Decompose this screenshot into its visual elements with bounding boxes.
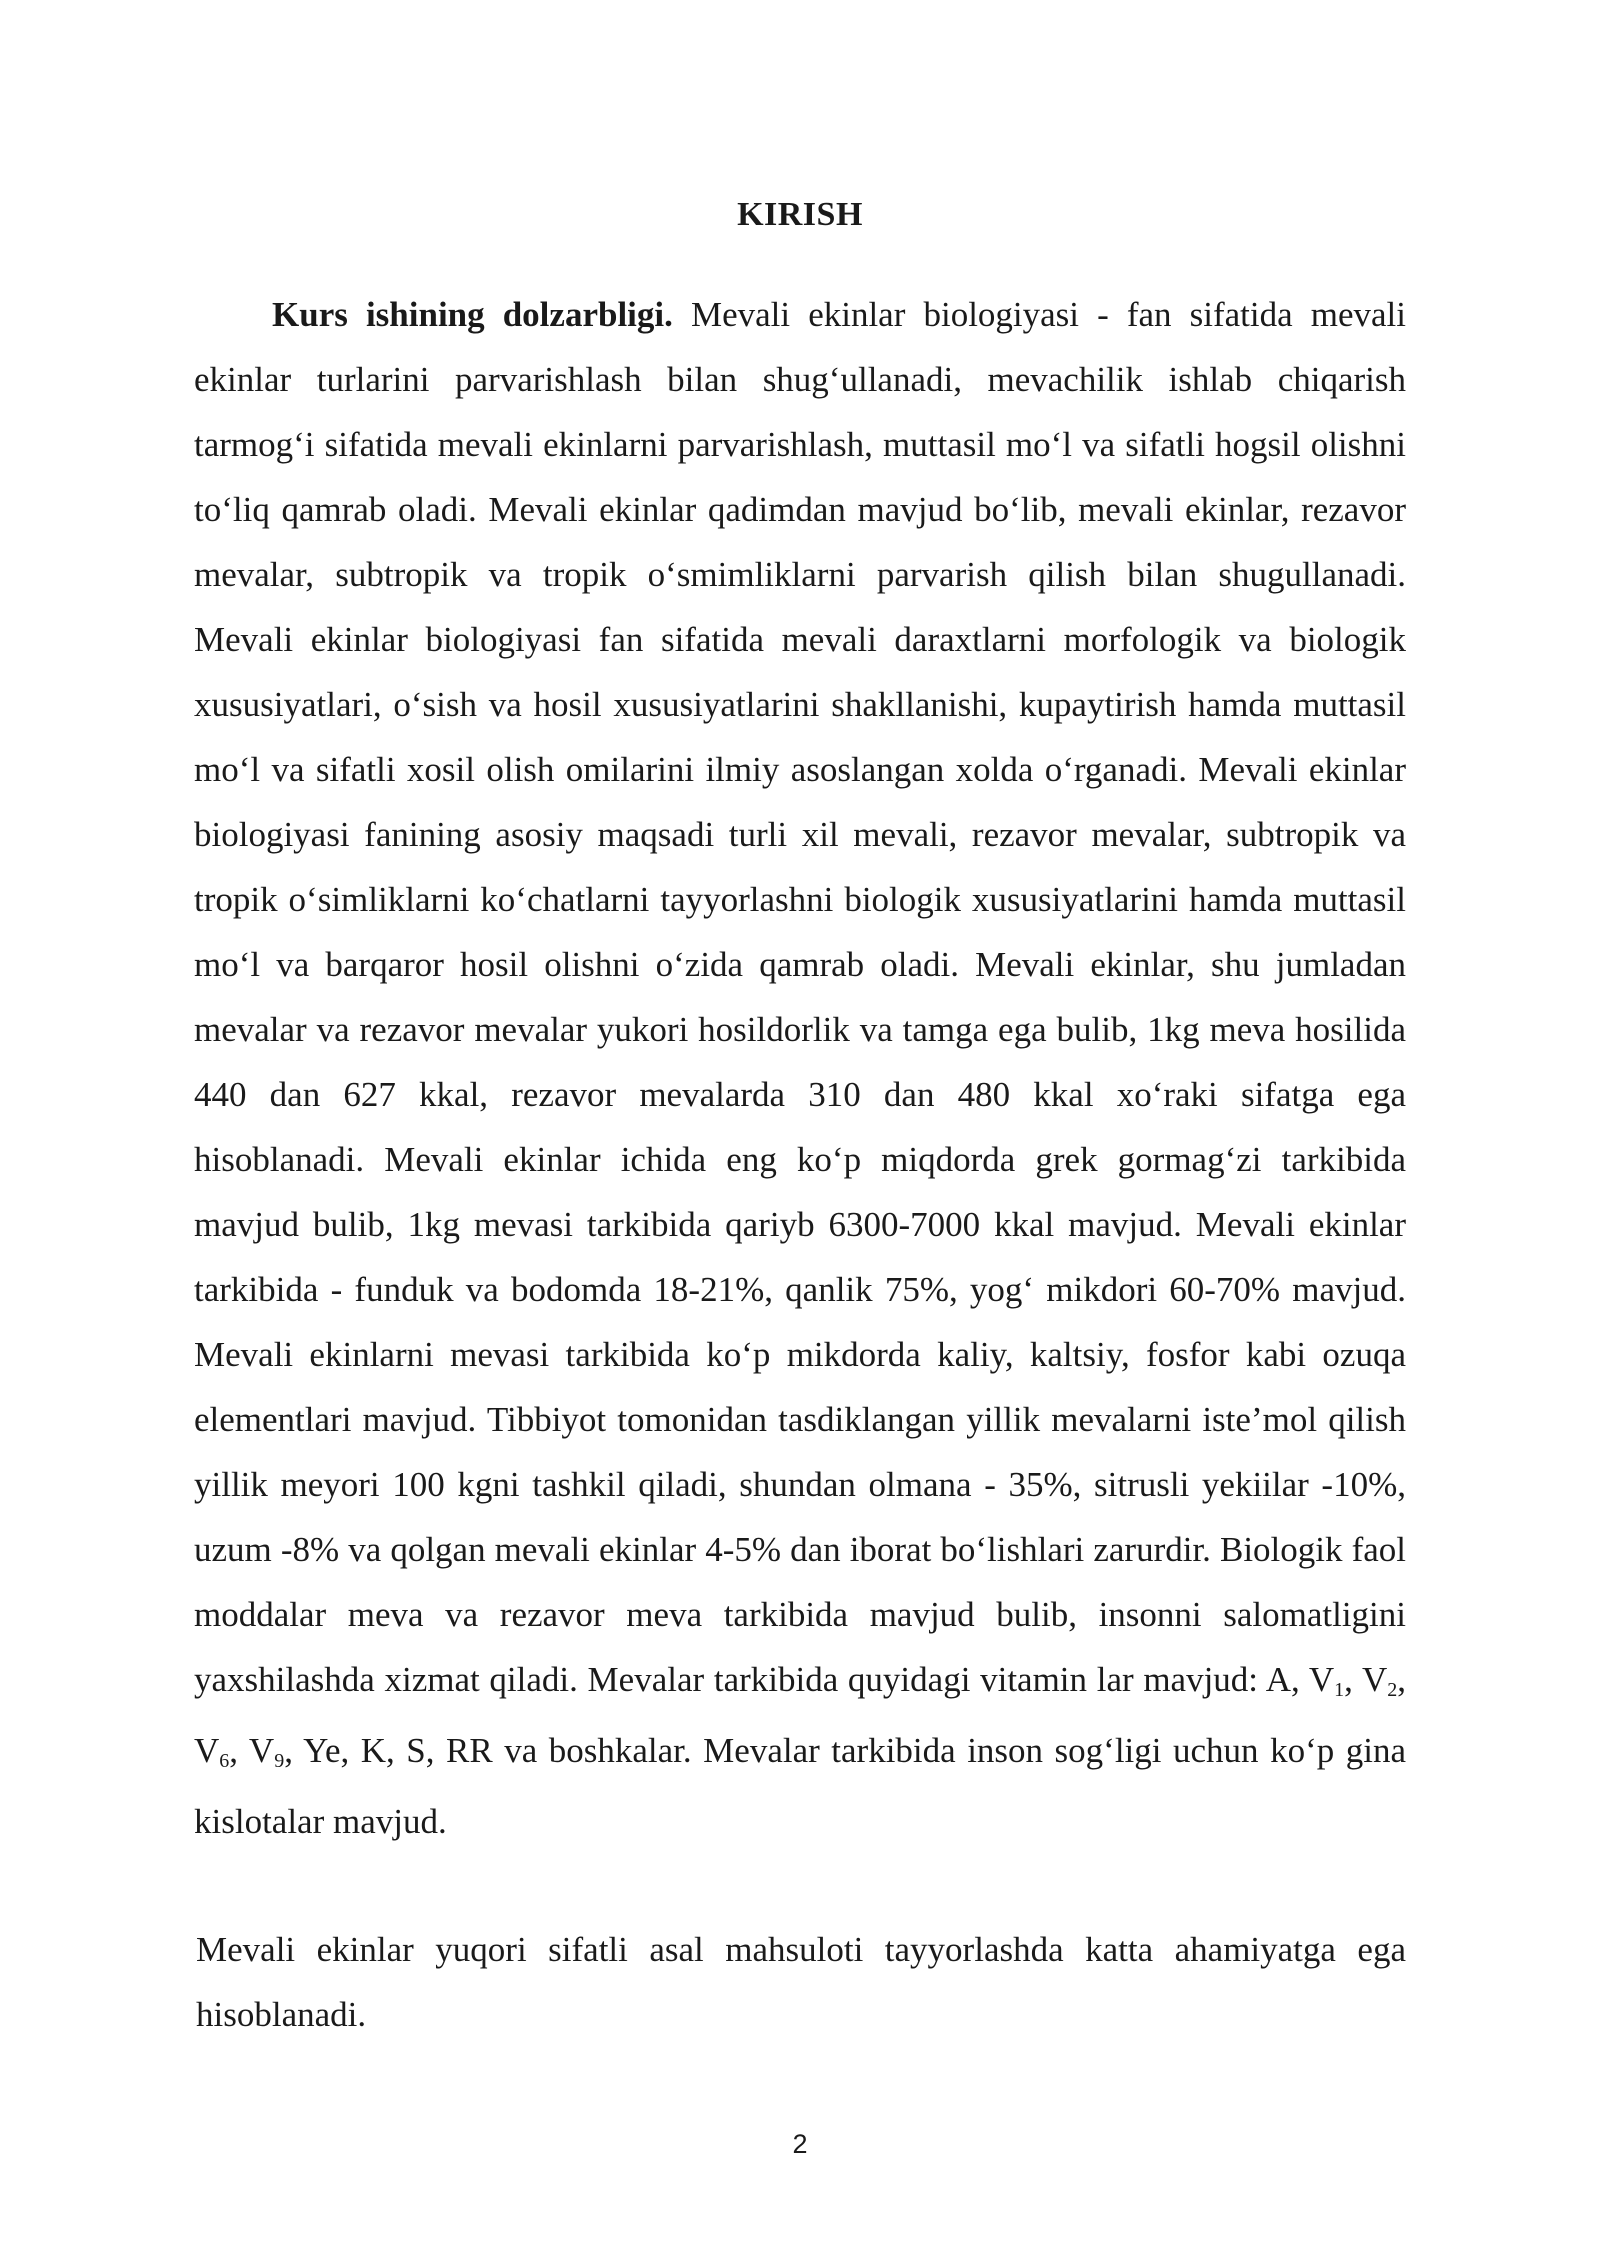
paragraph-main-text: Mevali ekinlar biologiyasi - fan sifatida mevali ekinlar turlarini parvarishlash bilan shug‘ullanadi, mevachilik ishlab chiqarish tarmog‘i sifatida mevali ekinlarni parvarishlash, muttasil mo‘l va sifatli hogsil olishni to‘liq qamrab oladi. Mevali ekinlar qadimdan mavjud bo‘lib, mevali ekinlar, rezavor mevalar, subtropik va tropik o‘smimliklarni parvarish qilish bilan shugullanadi. Mevali ekinlar biologiyasi fan sifatida mevali daraxtlarni morfologik va biologik xususiyatlari, o‘sish va hosil xususiyatlarini shakllanishi, kupaytirish hamda muttasil mo‘l va sifatli xosil olish omilarini ilmiy asoslangan xolda o‘rganadi. Mevali ekinlar biologiyasi fanining asosiy maqsadi turli xil mevali, rezavor mevalar, subtropik va tropik o‘simliklarni ko‘chatlarni tayyorlashni biologik xususiyatlarini hamda muttasil mo‘l va barqaror hosil olishni o‘zida qamrab oladi. Mevali ekinlar, shu jumladan mevalar va rezavor mevalar yukori hosildorlik va tamga ega bulib, 1kg meva hosilida 440 dan 627 kkal, rezavor mevalarda 310 dan 480 kkal xo‘raki sifatga ega hisoblanadi. Mevali ekinlar ichida eng ko‘p miqdorda grek gormag‘zi tarkibida mavjud bulib, 1kg mevasi tarkibida qariyb 6300-7000 kkal mavjud. Mevali ekinlar tarkibida - funduk va bodomda 18-21%, qanlik 75%, yog‘ mikdori 60-70% mavjud. Mevali ekinlarni mevasi tarkibida ko‘p mikdorda kaliy, kaltsiy, fosfor kabi ozuqa elementlari mavjud. Tibbiyot tomonidan tasdiklangan yillik mevalarni iste’mol qilish yillik meyori 100 kgni tashkil qiladi, shundan olmana - 35%, sitrusli yekiilar -10%, uzum -8% va qolgan mevali ekinlar 4-5% dan iborat bo‘lishlari zarurdir. Biologik faol moddalar meva va rezavor meva tarkibida mavjud bulib, insonni salomatligini yaxshilashda xizmat qiladi. Mevalar tarkibida quyidagi vitamin lar mavjud: A, V xyxy=(194,295,1406,1699)
vitamin-subscript: 1 xyxy=(1334,1679,1345,1701)
vitamin-subscript: 9 xyxy=(274,1750,285,1772)
vitamin-separator: , V xyxy=(194,1660,1406,1770)
paragraph-end-text: , Ye, K, S, RR va boshkalar. Mevalar tarkibida inson sog‘ligi uchun ko‘p gina kislotalar mavjud. xyxy=(194,1731,1406,1841)
section-heading: KIRISH xyxy=(737,196,863,233)
paragraph-honey: Mevali ekinlar yuqori sifatli asal mahsuloti tayyorlashda katta ahamiyatga ega hisoblanadi. xyxy=(196,1930,1406,2034)
page-number: 2 xyxy=(792,2129,808,2159)
vitamin-separator: , V xyxy=(1344,1660,1388,1699)
paragraph-lead-bold: Kurs ishining dolzarbligi. xyxy=(272,295,673,334)
paragraph-relevance xyxy=(194,282,1406,1854)
vitamin-subscript: 6 xyxy=(219,1750,230,1772)
vitamin-subscript: 2 xyxy=(1387,1679,1398,1701)
vitamin-separator: , V xyxy=(229,1731,275,1770)
